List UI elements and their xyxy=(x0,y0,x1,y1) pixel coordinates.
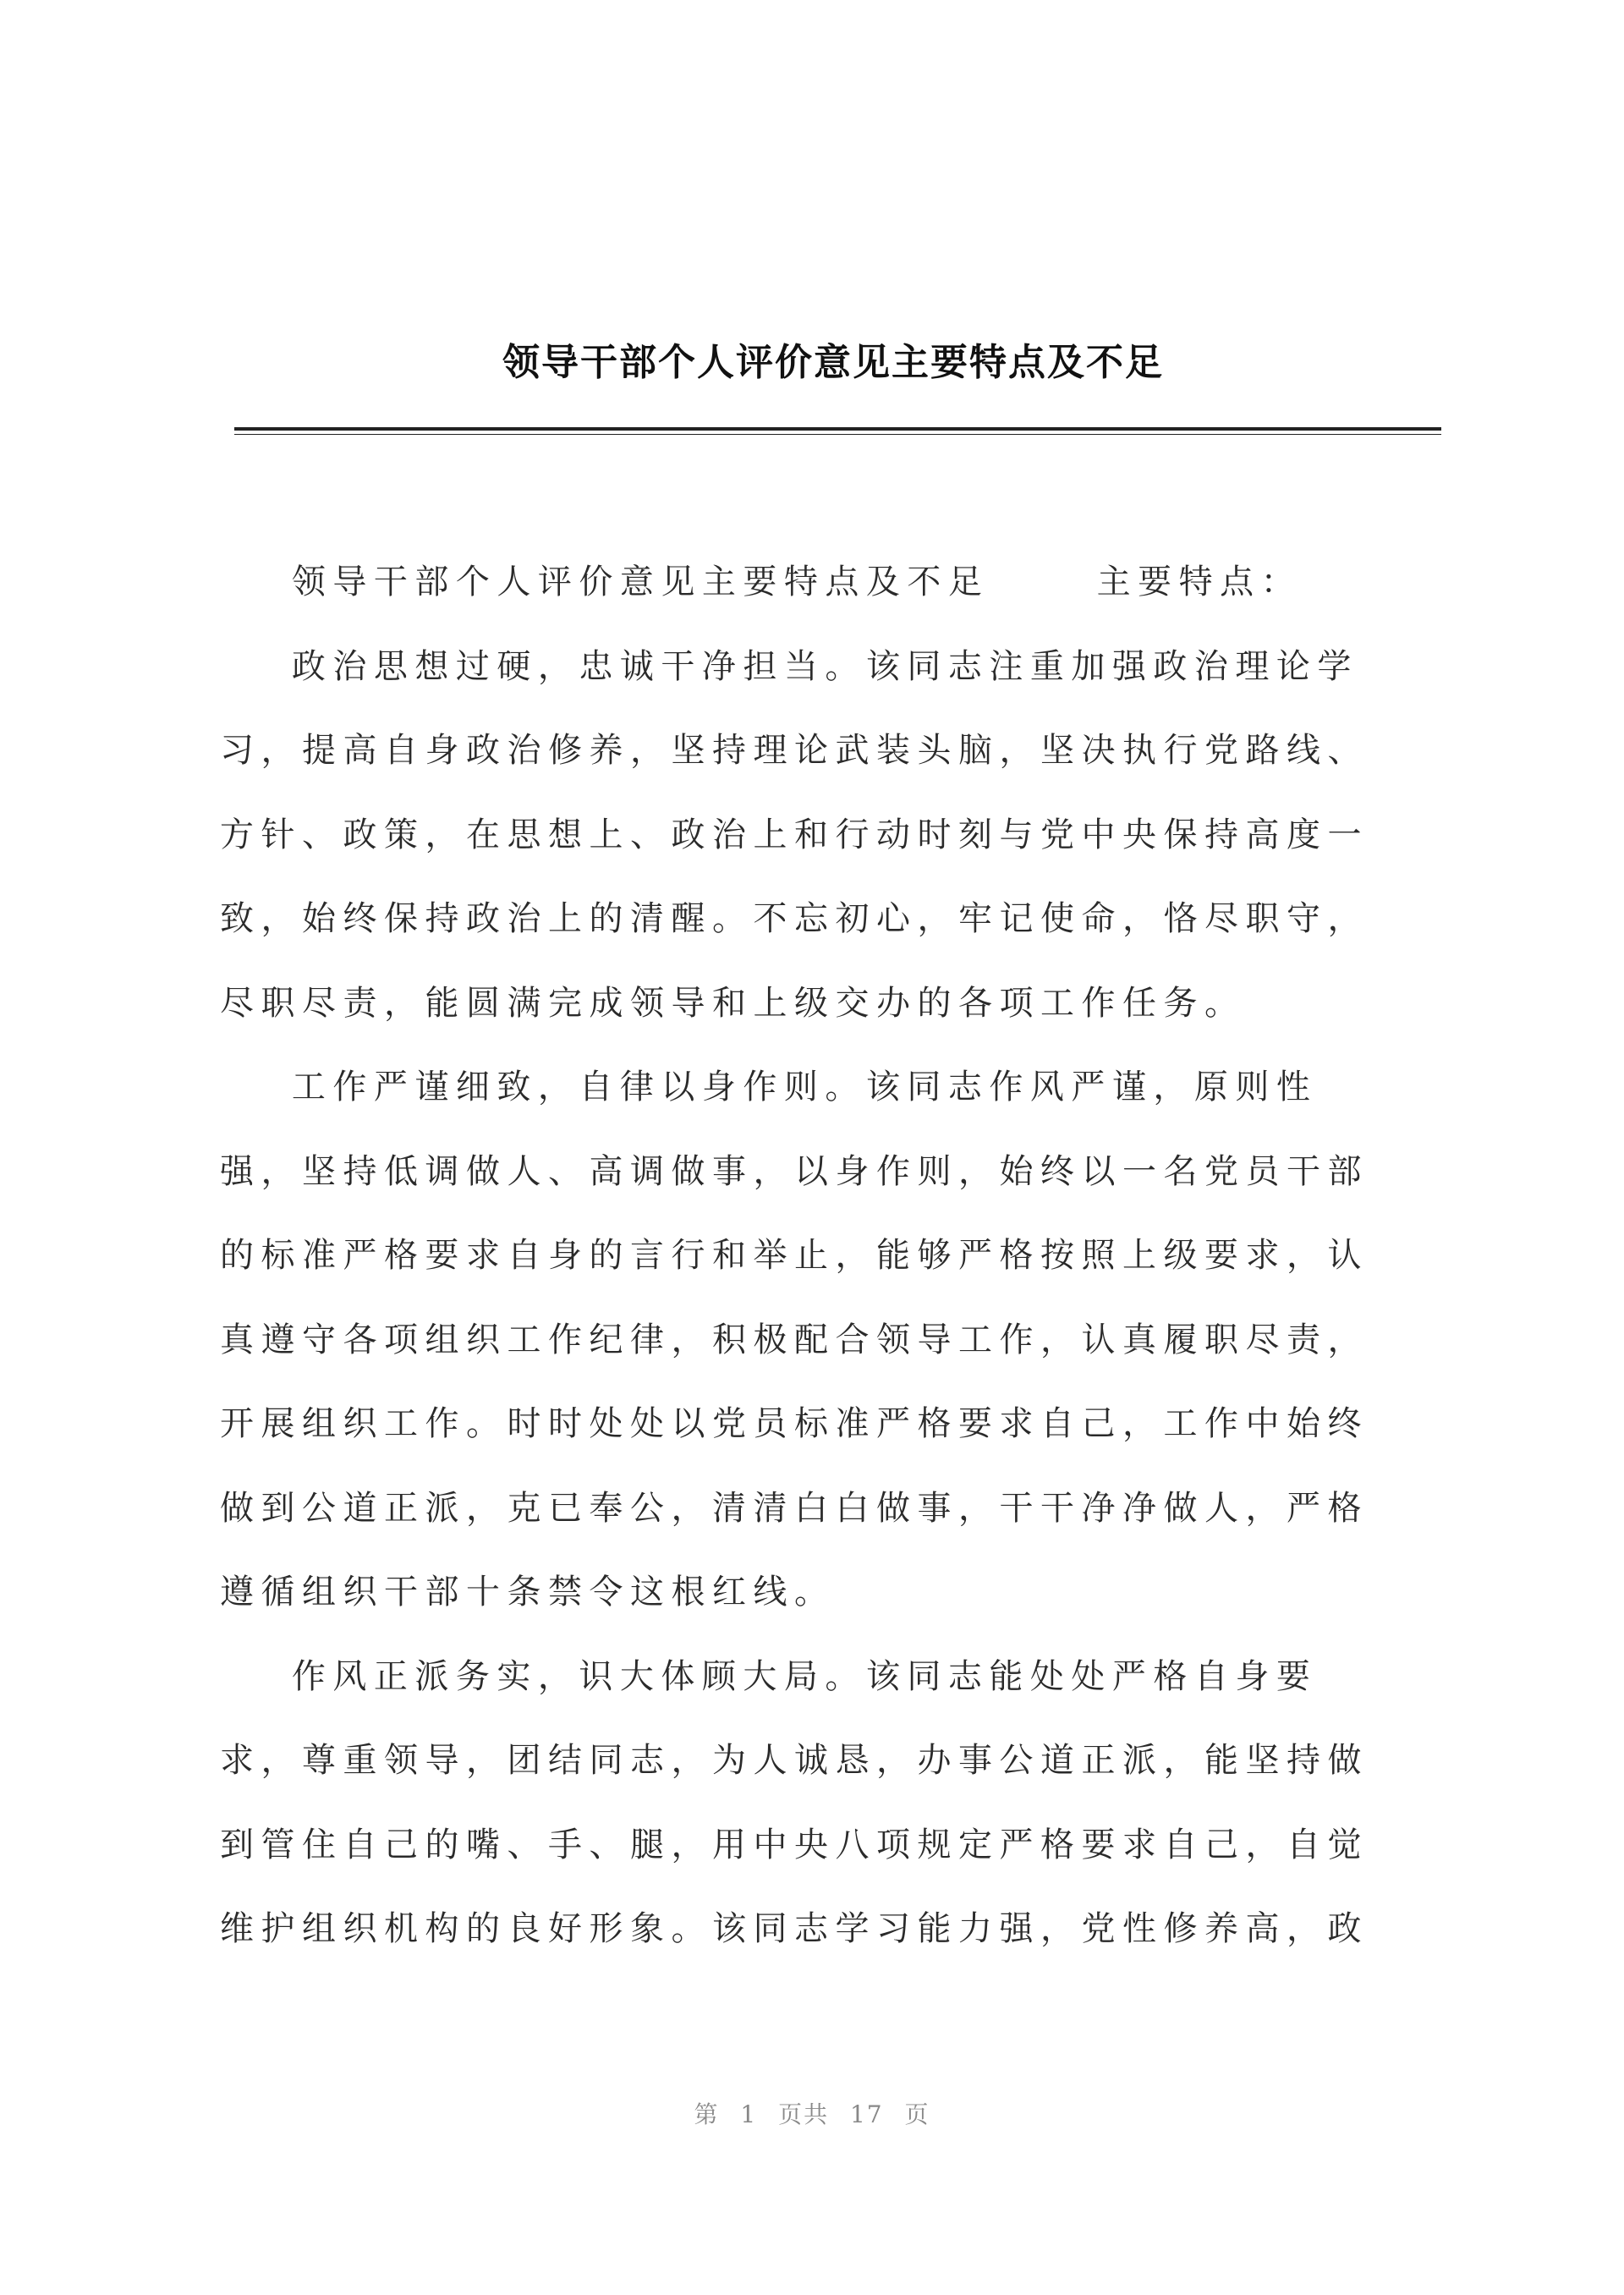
body-line: 政治思想过硬，忠诚干净担当。该同志注重加强政治理论学 xyxy=(220,646,1358,686)
body-line: 致，始终保持政治上的清醒。不忘初心，牢记使命，恪尽职守， xyxy=(220,899,1369,938)
body-line: 强，坚持低调做人、高调做事，以身作则，始终以一名党员干部 xyxy=(220,1151,1369,1191)
body-line: 维护组织机构的良好形象。该同志学习能力强，党性修养高，政 xyxy=(220,1909,1369,1948)
body-line: 工作严谨细致，自律以身作则。该同志作风严谨，原则性 xyxy=(220,1068,1318,1106)
body-line: 真遵守各项组织工作纪律，积极配合领导工作，认真履职尽责， xyxy=(220,1320,1369,1359)
body-line: 到管住自己的嘴、手、腿，用中央八项规定严格要求自己，自觉 xyxy=(220,1825,1369,1864)
title-rule-thick xyxy=(234,427,1441,431)
body-line: 做到公道正派，克已奉公，清清白白做事，干干净净做人，严格 xyxy=(220,1488,1369,1528)
body-line: 领导干部个人评价意见主要特点及不足 主要特点： xyxy=(220,563,1303,601)
body-line: 作风正派务实，识大体顾大局。该同志能处处严格自身要 xyxy=(220,1656,1318,1696)
title-rule-thin xyxy=(234,434,1441,435)
body-line: 遵循组织干部十条禁令这根红线。 xyxy=(220,1573,836,1611)
body-line: 开展组织工作。时时处处以党员标准严格要求自己，工作中始终 xyxy=(220,1404,1369,1443)
body-line: 尽职尽责，能圆满完成领导和上级交办的各项工作任务。 xyxy=(220,983,1246,1023)
page-footer: 第 1 页共 17 页 xyxy=(694,2100,930,2128)
body-line: 求，尊重领导，团结同志，为人诚恳，办事公道正派，能坚持做 xyxy=(220,1741,1369,1780)
body-line: 的标准严格要求自身的言行和举止，能够严格按照上级要求，认 xyxy=(220,1236,1369,1275)
document-title: 领导干部个人评价意见主要特点及不足 xyxy=(502,341,1164,384)
body-line: 方针、政策，在思想上、政治上和行动时刻与党中央保持高度一 xyxy=(220,815,1369,854)
body-line: 习，提高自身政治修养，坚持理论武装头脑，坚决执行党路线、 xyxy=(220,731,1369,770)
document-body xyxy=(220,558,1455,1990)
